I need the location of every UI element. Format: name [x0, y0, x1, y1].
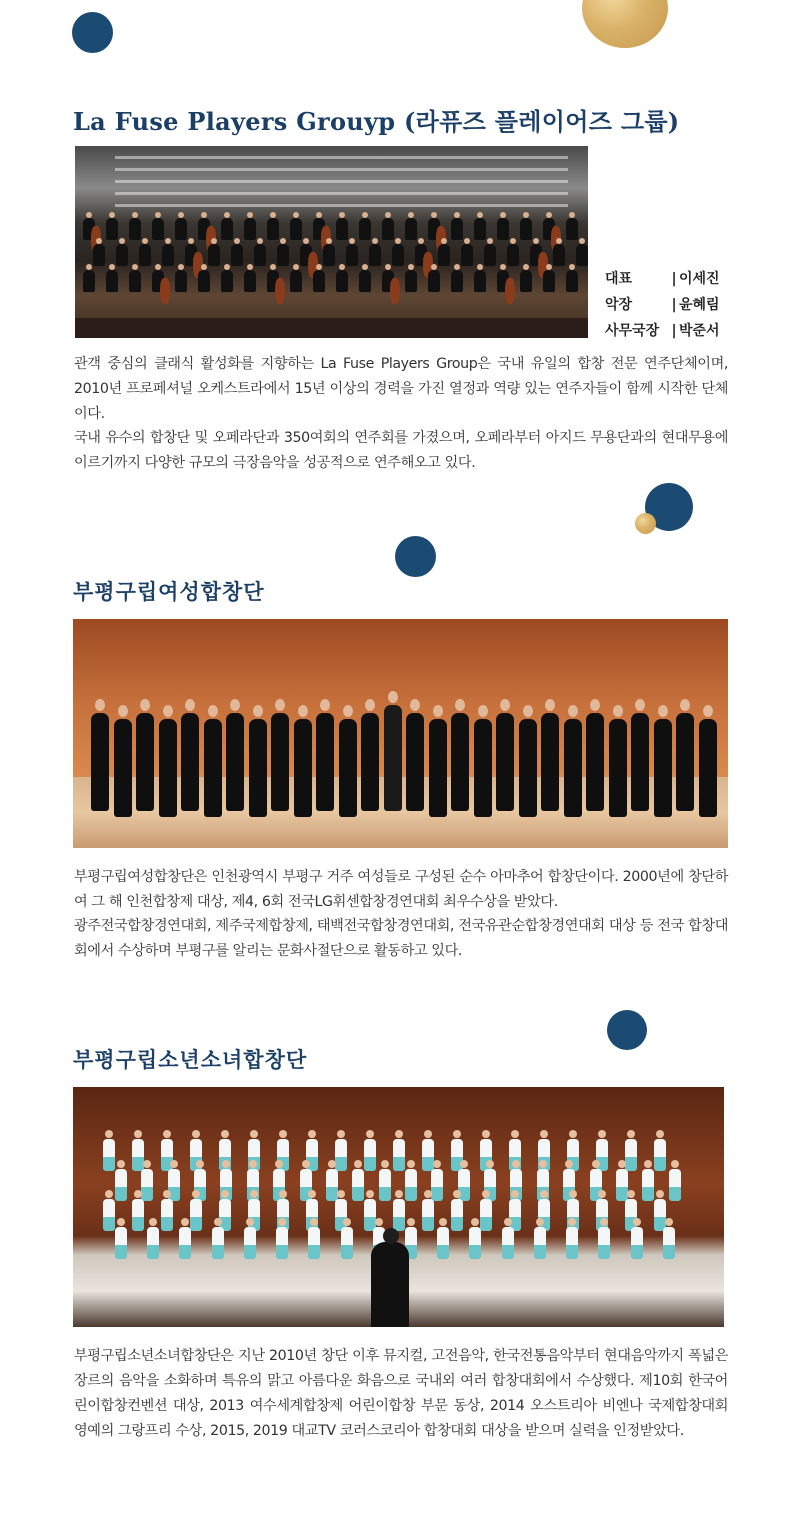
child-singer-figure: [631, 1227, 643, 1257]
decor-dot-navy-3: [395, 536, 436, 577]
musician-figure: [428, 270, 440, 292]
decor-dot-gold-1: [582, 0, 668, 48]
child-singer-figure: [276, 1227, 288, 1257]
staff-row: [605, 266, 735, 292]
musician-figure: [221, 218, 233, 240]
musician-figure: [129, 218, 141, 240]
musician-figure: [323, 244, 335, 266]
child-singer-figure: [364, 1139, 376, 1169]
cello-figure: [160, 278, 170, 304]
child-singer-figure: [598, 1227, 610, 1257]
musician-figure: [520, 218, 532, 240]
child-singer-figure: [179, 1227, 191, 1257]
musician-figure: [106, 218, 118, 240]
child-singer-figure: [422, 1139, 434, 1169]
section2-paragraph-2: 광주전국합창경연대회, 제주국제합창제, 태백전국합창경연대회, 전국유관순합창경연대회 대상 등 전국 합창대회에서 수상하며 부평구를 알리는 문화사절단으로 활동하고 있다.: [74, 918, 728, 959]
staff-separator: |: [671, 323, 677, 339]
child-singer-figure: [115, 1227, 127, 1257]
child-singer-figure: [654, 1139, 666, 1169]
staff-name: 윤혜림: [679, 297, 720, 313]
musician-figure: [497, 218, 509, 240]
musician-figure: [336, 270, 348, 292]
choir-singer-figure: [474, 719, 492, 817]
musician-figure: [129, 270, 141, 292]
child-singer-figure: [437, 1227, 449, 1257]
child-singer-figure: [379, 1169, 391, 1199]
musician-figure: [520, 270, 532, 292]
musician-figure: [290, 270, 302, 292]
section1-paragraph-1: 관객 중심의 클래식 활성화를 지향하는 La Fuse Players Group은 국내 유일의 합창 전문 연주단체이며, 2010년 프로페셔널 오케스트라에서 15년 이상의 경력을 가진 열정과 역량 있는 연주자들이 함께 시작한 단체이다.: [74, 356, 728, 422]
conductor-figure: [371, 1242, 409, 1327]
musician-figure: [474, 270, 486, 292]
decor-dot-navy-1: [72, 12, 113, 53]
decor-dot-gold-2: [635, 513, 656, 534]
musician-figure: [359, 218, 371, 240]
choir-singer-figure: [429, 719, 447, 817]
choir-singer-figure: [91, 713, 109, 811]
section1-paragraph-2: 국내 유수의 합창단 및 오페라단과 350여회의 연주회를 가졌으며, 오페라부터 아지드 무용단과의 현대무용에 이르기까지 다양한 규모의 극장음악을 성공적으로 연주해오고 있다.: [74, 430, 728, 471]
choir-singer-figure: [114, 719, 132, 817]
musician-figure: [405, 270, 417, 292]
musician-figure: [369, 244, 381, 266]
choir-singer-figure: [496, 713, 514, 811]
choir-singer-figure: [271, 713, 289, 811]
musician-figure: [83, 270, 95, 292]
child-singer-figure: [132, 1199, 144, 1229]
section3-paragraph: 부평구립소년소녀합창단은 지난 2010년 창단 이후 뮤지컬, 고전음악, 한국전통음악부터 현대음악까지 폭넓은 장르의 음악을 소화하며 특유의 맑고 아름다운 화음으로 국내외 여러 합창대회에서 수상했다. 제10회 한국어린이합창컨벤션 대상, 2013 여수세계합창제 어린이합창 부문 동상, 2014 오스트리아 비엔나 국제합창대회 영예의 그랑프리 수상, 2015, 2019 대교TV 코러스코리아 합창대회 대상을 받으며 실력을 인정받았다.: [74, 1348, 728, 1439]
musician-figure: [438, 244, 450, 266]
choir-singer-figure: [406, 713, 424, 811]
choir-singer-figure: [541, 713, 559, 811]
child-singer-figure: [625, 1139, 637, 1169]
child-singer-figure: [115, 1169, 127, 1199]
child-singer-figure: [405, 1169, 417, 1199]
musician-figure: [267, 218, 279, 240]
child-singer-figure: [212, 1227, 224, 1257]
musician-figure: [244, 270, 256, 292]
musician-figure: [175, 270, 187, 292]
section2-paragraph-1: 부평구립여성합창단은 인천광역시 부평구 거주 여성들로 구성된 순수 아마추어 합창단이다. 2000년에 창단하여 그 해 인천합창제 대상, 제4, 6회 전국LG휘센합창경연대회 최우수상을 받았다.: [74, 869, 728, 910]
child-singer-figure: [141, 1169, 153, 1199]
musician-figure: [152, 218, 164, 240]
musician-figure: [507, 244, 519, 266]
cello-figure: [275, 278, 285, 304]
musician-figure: [244, 218, 256, 240]
musician-figure: [290, 218, 302, 240]
musician-figure: [346, 244, 358, 266]
choir-singer-figure: [249, 719, 267, 817]
musician-figure: [175, 218, 187, 240]
child-singer-figure: [469, 1227, 481, 1257]
child-singer-figure: [393, 1199, 405, 1229]
child-singer-figure: [566, 1227, 578, 1257]
child-singer-figure: [103, 1139, 115, 1169]
musician-figure: [461, 244, 473, 266]
child-singer-figure: [335, 1139, 347, 1169]
child-singer-figure: [103, 1199, 115, 1229]
choir-singer-figure: [609, 719, 627, 817]
child-singer-figure: [502, 1227, 514, 1257]
musician-figure: [382, 218, 394, 240]
musician-figure: [93, 244, 105, 266]
choir-singer-figure: [181, 713, 199, 811]
child-singer-figure: [341, 1227, 353, 1257]
musician-figure: [566, 270, 578, 292]
staff-name: 박준서: [679, 323, 720, 339]
choir-singer-figure: [204, 719, 222, 817]
choir-singer-figure: [136, 713, 154, 811]
staff-separator: |: [671, 271, 677, 287]
child-singer-figure: [669, 1169, 681, 1199]
choir-singer-figure: [676, 713, 694, 811]
musician-figure: [139, 244, 151, 266]
section3-title: 부평구립소년소녀합창단: [73, 1047, 308, 1072]
musician-figure: [198, 270, 210, 292]
child-singer-figure: [352, 1169, 364, 1199]
musician-figure: [576, 244, 588, 266]
musician-figure: [336, 218, 348, 240]
choir-singer-figure: [631, 713, 649, 811]
musician-figure: [221, 270, 233, 292]
choir-singer-figure: [451, 713, 469, 811]
child-singer-figure: [147, 1227, 159, 1257]
orchestra-photo: [75, 146, 588, 338]
staff-name: 이세진: [679, 271, 720, 287]
choir-singer-figure: [159, 719, 177, 817]
child-singer-figure: [431, 1169, 443, 1199]
staff-role: 대표: [605, 271, 633, 287]
child-singer-figure: [451, 1199, 463, 1229]
choir-singer-figure: [361, 713, 379, 811]
cello-figure: [390, 278, 400, 304]
child-singer-figure: [422, 1199, 434, 1229]
choir-singer-figure: [384, 705, 402, 811]
musician-figure: [566, 218, 578, 240]
child-singer-figure: [393, 1139, 405, 1169]
musician-figure: [208, 244, 220, 266]
musician-figure: [405, 218, 417, 240]
section2-title: 부평구립여성합창단: [73, 579, 265, 604]
choir-singer-figure: [316, 713, 334, 811]
child-singer-figure: [161, 1199, 173, 1229]
musician-figure: [254, 244, 266, 266]
choir-singer-figure: [226, 713, 244, 811]
staff-role: 악장: [605, 297, 633, 313]
choir-singer-figure: [699, 719, 717, 817]
musician-figure: [474, 218, 486, 240]
musician-figure: [451, 218, 463, 240]
musician-figure: [231, 244, 243, 266]
musician-figure: [484, 244, 496, 266]
choir-singer-figure: [294, 719, 312, 817]
choir-singer-figure: [339, 719, 357, 817]
musician-figure: [359, 270, 371, 292]
musician-figure: [451, 270, 463, 292]
choir-singer-figure: [654, 719, 672, 817]
staff-separator: |: [671, 297, 677, 313]
cello-figure: [505, 278, 515, 304]
musician-figure: [162, 244, 174, 266]
child-singer-figure: [190, 1199, 202, 1229]
musician-figure: [543, 270, 555, 292]
musician-figure: [277, 244, 289, 266]
child-singer-figure: [663, 1227, 675, 1257]
staff-row: [605, 318, 735, 344]
child-singer-figure: [480, 1199, 492, 1229]
musician-figure: [116, 244, 128, 266]
musician-figure: [313, 270, 325, 292]
choir-singer-figure: [564, 719, 582, 817]
choir-singer-figure: [519, 719, 537, 817]
choir-singer-figure: [586, 713, 604, 811]
staff-list: [605, 266, 735, 344]
section1-title: La Fuse Players Grouyp (라퓨즈 플레이어즈 그룹): [73, 107, 680, 136]
child-singer-figure: [534, 1227, 546, 1257]
child-singer-figure: [244, 1227, 256, 1257]
child-singer-figure: [132, 1139, 144, 1169]
child-singer-figure: [642, 1169, 654, 1199]
musician-figure: [553, 244, 565, 266]
child-singer-figure: [308, 1227, 320, 1257]
musician-figure: [106, 270, 118, 292]
staff-role: 사무국장: [605, 323, 660, 339]
womens-choir-photo: [73, 619, 728, 848]
childrens-choir-photo: [73, 1087, 724, 1327]
child-singer-figure: [364, 1199, 376, 1229]
decor-dot-navy-4: [607, 1010, 647, 1050]
musician-figure: [392, 244, 404, 266]
staff-row: [605, 292, 735, 318]
child-singer-figure: [654, 1199, 666, 1229]
